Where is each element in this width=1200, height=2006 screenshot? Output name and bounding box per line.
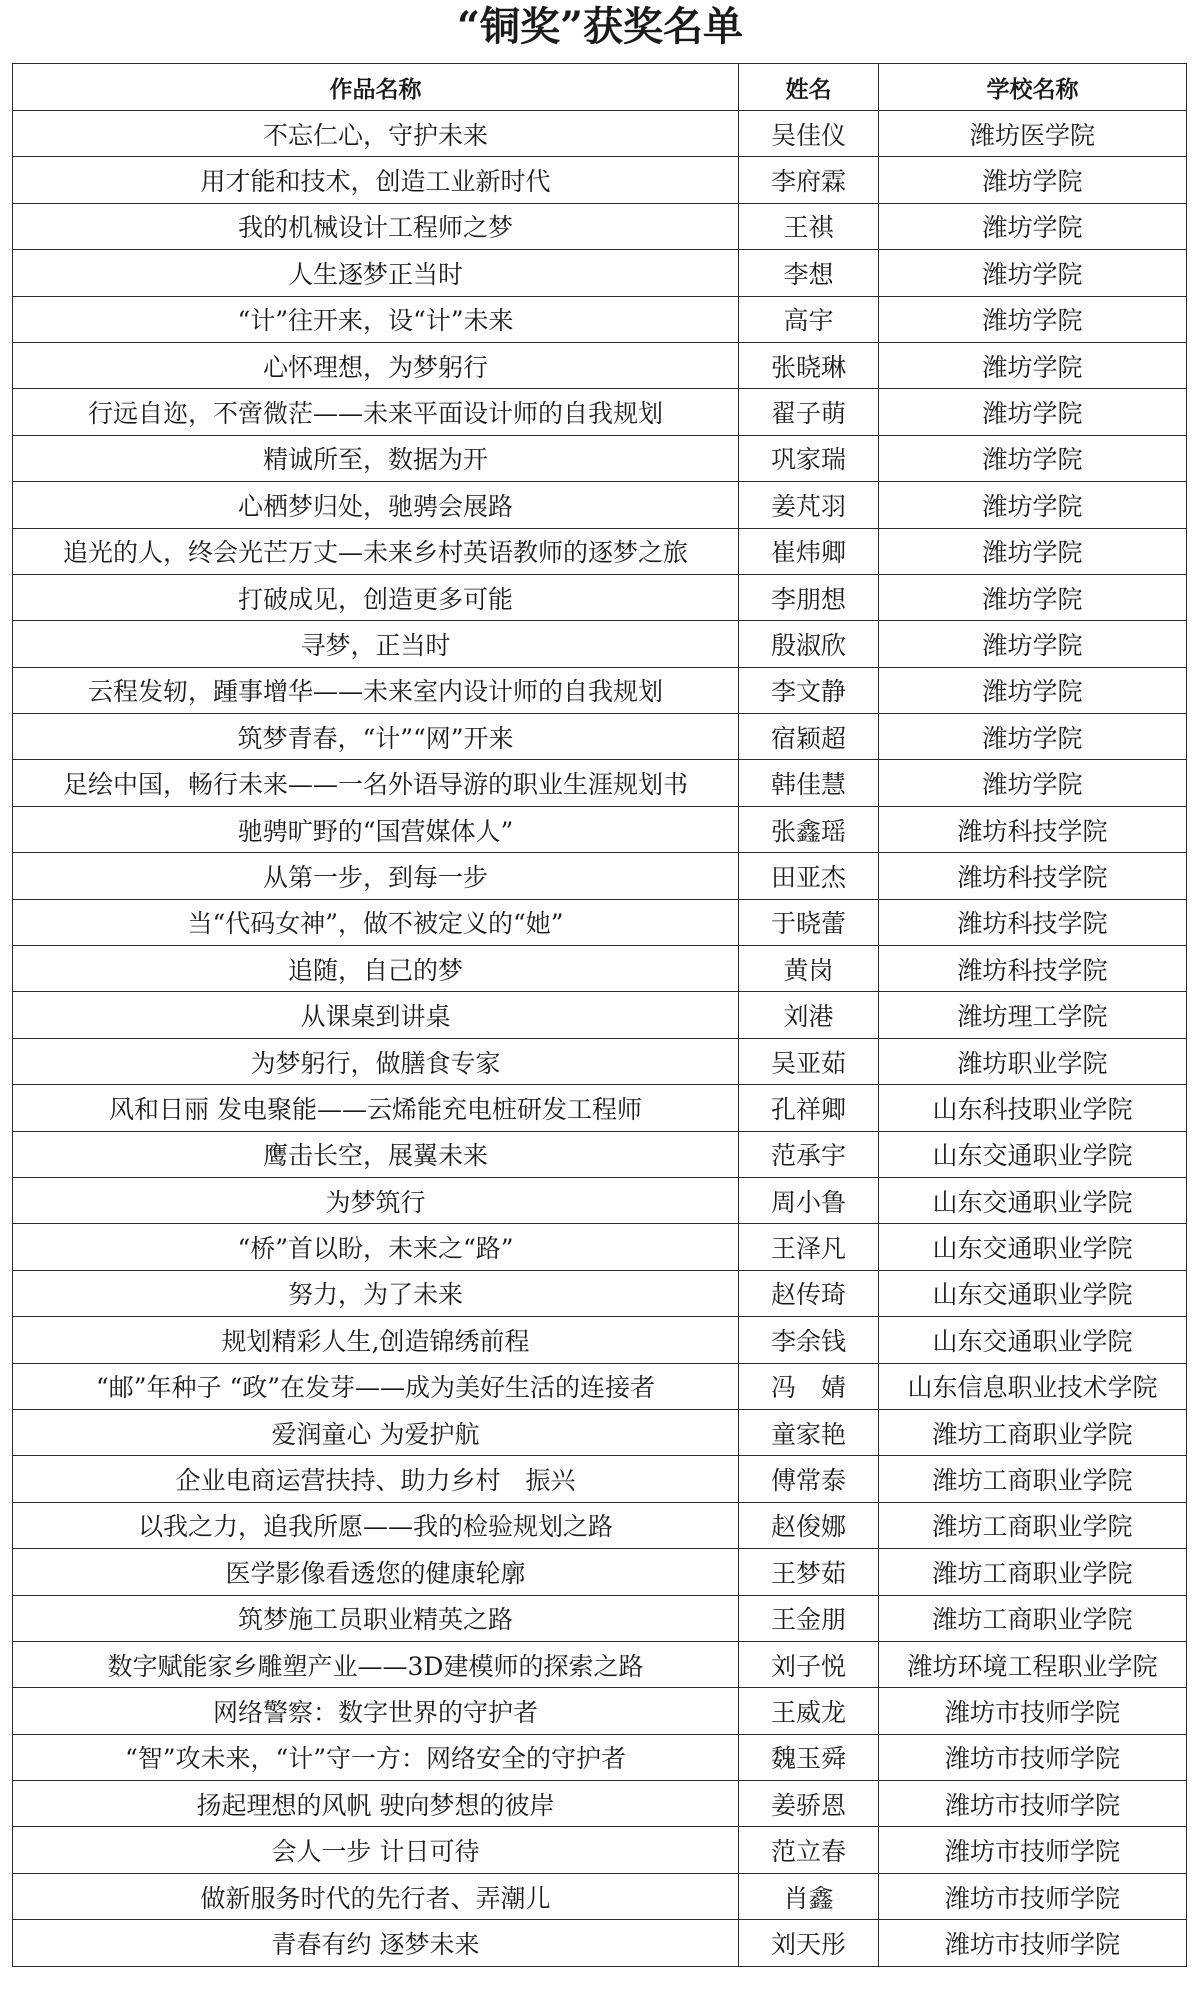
cell-work: “计”往开来，设“计”未来 bbox=[13, 296, 739, 342]
cell-school: 潍坊工商职业学院 bbox=[879, 1502, 1187, 1548]
cell-name: 吴亚茹 bbox=[739, 1038, 879, 1084]
table-row bbox=[13, 1409, 1187, 1455]
cell-name: 韩佳慧 bbox=[739, 760, 879, 806]
table-row bbox=[13, 1224, 1187, 1270]
cell-name: 殷淑欣 bbox=[739, 621, 879, 667]
cell-school: 山东交通职业学院 bbox=[879, 1131, 1187, 1177]
cell-school: 潍坊学院 bbox=[879, 435, 1187, 481]
cell-school: 潍坊市技师学院 bbox=[879, 1781, 1187, 1827]
table-row bbox=[13, 482, 1187, 528]
cell-school: 潍坊科技学院 bbox=[879, 946, 1187, 992]
cell-name: 孔祥卿 bbox=[739, 1085, 879, 1131]
table-row bbox=[13, 1595, 1187, 1641]
table-row bbox=[13, 667, 1187, 713]
table-row bbox=[13, 1734, 1187, 1780]
cell-work: 筑梦青春，“计”“网”开来 bbox=[13, 714, 739, 760]
cell-school: 潍坊学院 bbox=[879, 157, 1187, 203]
cell-work: 足绘中国，畅行未来——一名外语导游的职业生涯规划书 bbox=[13, 760, 739, 806]
table-body bbox=[13, 111, 1187, 1967]
cell-work: 寻梦，正当时 bbox=[13, 621, 739, 667]
table-row bbox=[13, 1641, 1187, 1687]
cell-name: 李文静 bbox=[739, 667, 879, 713]
cell-school: 潍坊市技师学院 bbox=[879, 1688, 1187, 1734]
table-row bbox=[13, 1502, 1187, 1548]
cell-school: 潍坊市技师学院 bbox=[879, 1827, 1187, 1873]
cell-name: 赵传琦 bbox=[739, 1270, 879, 1316]
cell-school: 山东交通职业学院 bbox=[879, 1177, 1187, 1223]
cell-school: 潍坊工商职业学院 bbox=[879, 1456, 1187, 1502]
cell-name: 李想 bbox=[739, 250, 879, 296]
cell-work: 为梦筑行 bbox=[13, 1177, 739, 1223]
cell-school: 潍坊市技师学院 bbox=[879, 1734, 1187, 1780]
cell-work: 筑梦施工员职业精英之路 bbox=[13, 1595, 739, 1641]
cell-school: 山东交通职业学院 bbox=[879, 1270, 1187, 1316]
cell-school: 潍坊职业学院 bbox=[879, 1038, 1187, 1084]
table-row bbox=[13, 1688, 1187, 1734]
cell-work: “邮”年种子 “政”在发芽——成为美好生活的连接者 bbox=[13, 1363, 739, 1409]
cell-name: 李府霖 bbox=[739, 157, 879, 203]
cell-name: 童家艳 bbox=[739, 1409, 879, 1455]
cell-name: 张鑫瑶 bbox=[739, 806, 879, 852]
page-title: “铜奖”获奖名单 bbox=[456, 3, 743, 50]
cell-name: 王金朋 bbox=[739, 1595, 879, 1641]
table-row bbox=[13, 899, 1187, 945]
cell-name: 高宇 bbox=[739, 296, 879, 342]
cell-school: 潍坊学院 bbox=[879, 528, 1187, 574]
cell-school: 山东科技职业学院 bbox=[879, 1085, 1187, 1131]
cell-work: “智”攻未来，“计”守一方：网络安全的守护者 bbox=[13, 1734, 739, 1780]
column-header-name: 姓名 bbox=[739, 64, 879, 111]
cell-work: 心栖梦归处，驰骋会展路 bbox=[13, 482, 739, 528]
cell-work: 会人一步 计日可待 bbox=[13, 1827, 739, 1873]
cell-name: 魏玉舜 bbox=[739, 1734, 879, 1780]
cell-name: 范立春 bbox=[739, 1827, 879, 1873]
cell-school: 潍坊学院 bbox=[879, 342, 1187, 388]
table-row bbox=[13, 250, 1187, 296]
table-row bbox=[13, 435, 1187, 481]
cell-name: 姜芃羽 bbox=[739, 482, 879, 528]
cell-work: 用才能和技术，创造工业新时代 bbox=[13, 157, 739, 203]
cell-work: 规划精彩人生,创造锦绣前程 bbox=[13, 1317, 739, 1363]
cell-work: 我的机械设计工程师之梦 bbox=[13, 203, 739, 249]
cell-work: 鹰击长空，展翼未来 bbox=[13, 1131, 739, 1177]
table-row bbox=[13, 992, 1187, 1038]
cell-work: 医学影像看透您的健康轮廓 bbox=[13, 1549, 739, 1595]
table-header-row bbox=[13, 64, 1187, 111]
cell-work: 云程发轫，踵事增华——未来室内设计师的自我规划 bbox=[13, 667, 739, 713]
cell-work: 打破成见，创造更多可能 bbox=[13, 574, 739, 620]
cell-school: 潍坊学院 bbox=[879, 574, 1187, 620]
cell-school: 潍坊理工学院 bbox=[879, 992, 1187, 1038]
cell-school: 潍坊学院 bbox=[879, 760, 1187, 806]
cell-work: 追光的人，终会光芒万丈—未来乡村英语教师的逐梦之旅 bbox=[13, 528, 739, 574]
cell-work: 风和日丽 发电聚能——云烯能充电桩研发工程师 bbox=[13, 1085, 739, 1131]
cell-school: 潍坊学院 bbox=[879, 296, 1187, 342]
cell-work: 当“代码女神”，做不被定义的“她” bbox=[13, 899, 739, 945]
cell-work: 扬起理想的风帆 驶向梦想的彼岸 bbox=[13, 1781, 739, 1827]
award-table bbox=[12, 63, 1187, 1967]
cell-school: 潍坊科技学院 bbox=[879, 899, 1187, 945]
cell-work: 做新服务时代的先行者、弄潮儿 bbox=[13, 1873, 739, 1919]
table-row bbox=[13, 203, 1187, 249]
cell-school: 潍坊科技学院 bbox=[879, 806, 1187, 852]
cell-name: 吴佳仪 bbox=[739, 111, 879, 157]
cell-school: 潍坊市技师学院 bbox=[879, 1920, 1187, 1966]
cell-work: 青春有约 逐梦未来 bbox=[13, 1920, 739, 1966]
cell-work: 数字赋能家乡雕塑产业——3D建模师的探索之路 bbox=[13, 1641, 739, 1687]
cell-name: 刘子悦 bbox=[739, 1641, 879, 1687]
cell-name: 巩家瑞 bbox=[739, 435, 879, 481]
cell-school: 潍坊学院 bbox=[879, 621, 1187, 667]
cell-school: 潍坊工商职业学院 bbox=[879, 1409, 1187, 1455]
cell-name: 于晓蕾 bbox=[739, 899, 879, 945]
table-row bbox=[13, 528, 1187, 574]
cell-work: 为梦躬行，做膳食专家 bbox=[13, 1038, 739, 1084]
cell-name: 傅常泰 bbox=[739, 1456, 879, 1502]
cell-work: 心怀理想，为梦躬行 bbox=[13, 342, 739, 388]
table-row bbox=[13, 574, 1187, 620]
table-row bbox=[13, 1270, 1187, 1316]
column-header-school: 学校名称 bbox=[879, 64, 1187, 111]
cell-name: 范承宇 bbox=[739, 1131, 879, 1177]
cell-name: 田亚杰 bbox=[739, 853, 879, 899]
table-row bbox=[13, 296, 1187, 342]
cell-name: 冯 婧 bbox=[739, 1363, 879, 1409]
cell-school: 山东交通职业学院 bbox=[879, 1224, 1187, 1270]
table-row bbox=[13, 1177, 1187, 1223]
cell-work: 追随，自己的梦 bbox=[13, 946, 739, 992]
table-row bbox=[13, 1549, 1187, 1595]
table-row bbox=[13, 760, 1187, 806]
table-row bbox=[13, 1456, 1187, 1502]
cell-school: 潍坊环境工程职业学院 bbox=[879, 1641, 1187, 1687]
cell-school: 潍坊学院 bbox=[879, 667, 1187, 713]
cell-name: 肖鑫 bbox=[739, 1873, 879, 1919]
cell-work: “桥”首以盼，未来之“路” bbox=[13, 1224, 739, 1270]
cell-school: 潍坊学院 bbox=[879, 250, 1187, 296]
cell-name: 张晓琳 bbox=[739, 342, 879, 388]
table-row bbox=[13, 1920, 1187, 1966]
cell-work: 企业电商运营扶持、助力乡村 振兴 bbox=[13, 1456, 739, 1502]
cell-school: 潍坊学院 bbox=[879, 203, 1187, 249]
table-row bbox=[13, 157, 1187, 203]
cell-name: 王梦茹 bbox=[739, 1549, 879, 1595]
cell-name: 周小鲁 bbox=[739, 1177, 879, 1223]
cell-name: 崔炜卿 bbox=[739, 528, 879, 574]
table-row bbox=[13, 853, 1187, 899]
table-row bbox=[13, 1085, 1187, 1131]
table-row bbox=[13, 389, 1187, 435]
table-row bbox=[13, 1827, 1187, 1873]
cell-school: 山东交通职业学院 bbox=[879, 1317, 1187, 1363]
cell-work: 以我之力，追我所愿——我的检验规划之路 bbox=[13, 1502, 739, 1548]
cell-work: 从课桌到讲桌 bbox=[13, 992, 739, 1038]
cell-work: 驰骋旷野的“国营媒体人” bbox=[13, 806, 739, 852]
cell-school: 潍坊学院 bbox=[879, 714, 1187, 760]
table-row bbox=[13, 714, 1187, 760]
table-row bbox=[13, 342, 1187, 388]
cell-school: 潍坊医学院 bbox=[879, 111, 1187, 157]
cell-name: 刘港 bbox=[739, 992, 879, 1038]
table-row bbox=[13, 1873, 1187, 1919]
cell-name: 翟子萌 bbox=[739, 389, 879, 435]
table-row bbox=[13, 946, 1187, 992]
cell-work: 从第一步，到每一步 bbox=[13, 853, 739, 899]
table-row bbox=[13, 1038, 1187, 1084]
cell-work: 努力，为了未来 bbox=[13, 1270, 739, 1316]
cell-name: 王泽凡 bbox=[739, 1224, 879, 1270]
cell-name: 王威龙 bbox=[739, 1688, 879, 1734]
table-row bbox=[13, 1781, 1187, 1827]
cell-name: 刘天彤 bbox=[739, 1920, 879, 1966]
cell-school: 山东信息职业技术学院 bbox=[879, 1363, 1187, 1409]
cell-school: 潍坊工商职业学院 bbox=[879, 1595, 1187, 1641]
cell-name: 姜骄恩 bbox=[739, 1781, 879, 1827]
column-header-work: 作品名称 bbox=[13, 64, 739, 111]
cell-name: 李余钱 bbox=[739, 1317, 879, 1363]
table-row bbox=[13, 1317, 1187, 1363]
table-row bbox=[13, 1363, 1187, 1409]
cell-name: 黄岗 bbox=[739, 946, 879, 992]
table-row bbox=[13, 806, 1187, 852]
cell-work: 网络警察：数字世界的守护者 bbox=[13, 1688, 739, 1734]
cell-work: 人生逐梦正当时 bbox=[13, 250, 739, 296]
table-row bbox=[13, 621, 1187, 667]
cell-name: 宿颖超 bbox=[739, 714, 879, 760]
cell-school: 潍坊科技学院 bbox=[879, 853, 1187, 899]
cell-school: 潍坊学院 bbox=[879, 482, 1187, 528]
cell-school: 潍坊市技师学院 bbox=[879, 1873, 1187, 1919]
table-row bbox=[13, 111, 1187, 157]
cell-work: 精诚所至，数据为开 bbox=[13, 435, 739, 481]
cell-name: 李朋想 bbox=[739, 574, 879, 620]
table-row bbox=[13, 1131, 1187, 1177]
cell-name: 王祺 bbox=[739, 203, 879, 249]
cell-name: 赵俊娜 bbox=[739, 1502, 879, 1548]
cell-work: 爱润童心 为爱护航 bbox=[13, 1409, 739, 1455]
cell-work: 行远自迩，不啻微茫——未来平面设计师的自我规划 bbox=[13, 389, 739, 435]
cell-school: 潍坊工商职业学院 bbox=[879, 1549, 1187, 1595]
cell-work: 不忘仁心，守护未来 bbox=[13, 111, 739, 157]
cell-school: 潍坊学院 bbox=[879, 389, 1187, 435]
